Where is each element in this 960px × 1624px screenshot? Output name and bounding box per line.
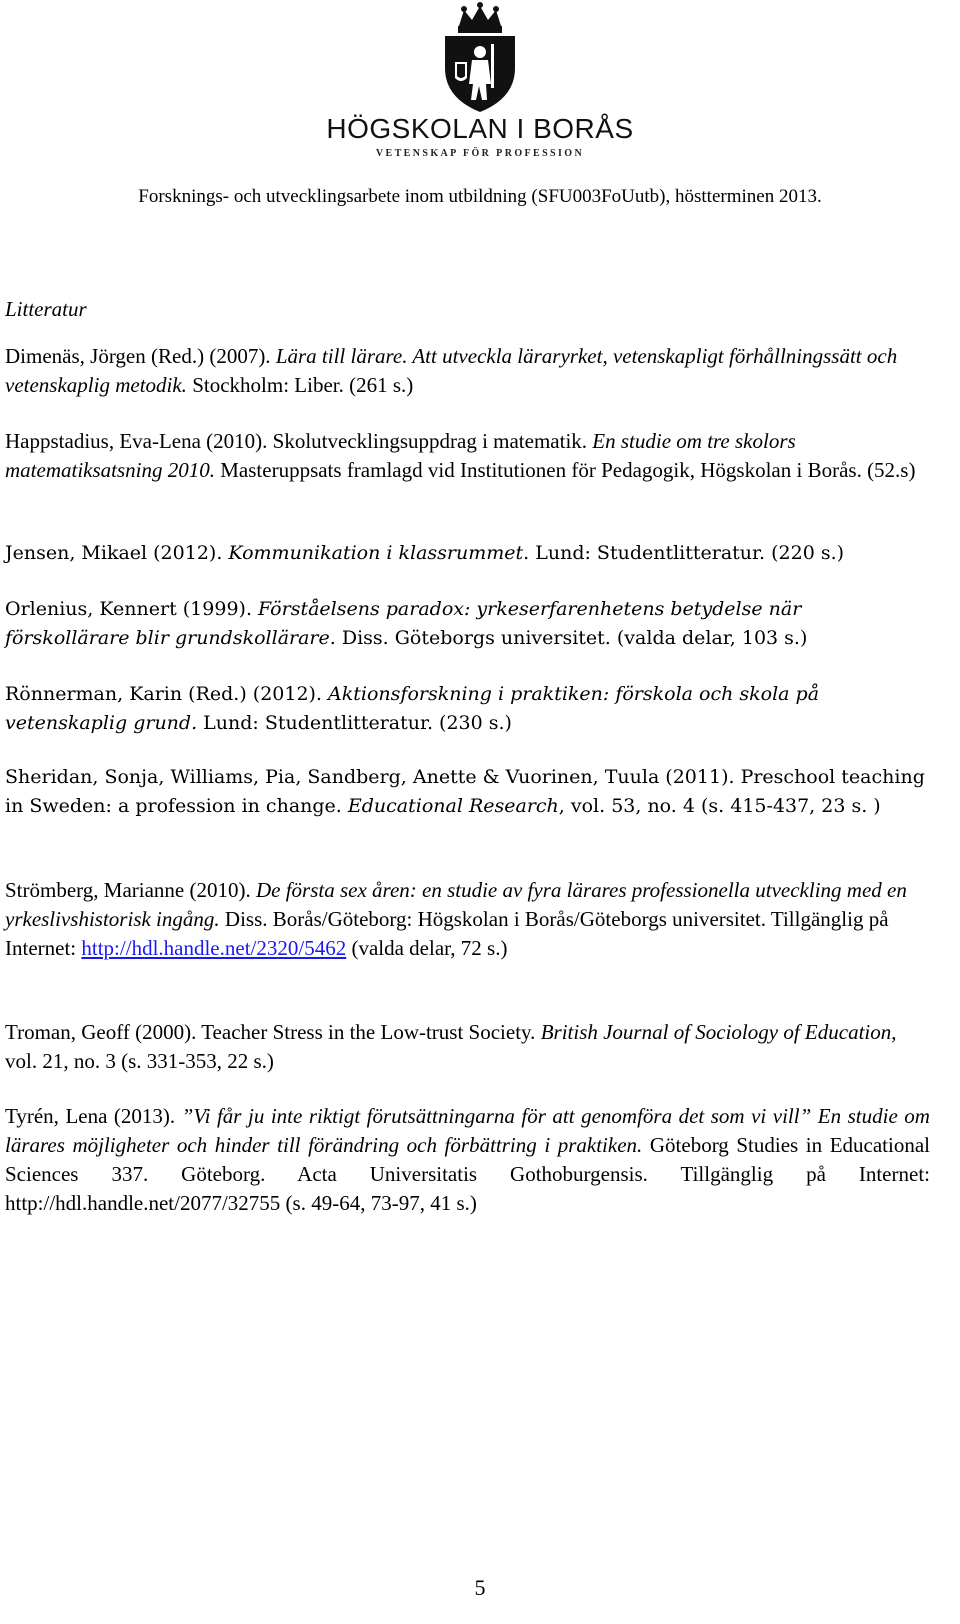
university-logo <box>0 0 960 165</box>
reference-item: Tyrén, Lena (2013). ”Vi får ju inte riktigt förutsättningarna för att genomföra det som vi vill” En studie om lärares möjligheter och hinder till förändring och förbättring i praktiken. Göteborg Studies in Educational Sciences 337. Göteborg. Acta Universitatis Gothoburgensis. Tillgänglig på Internet: http://hdl.handle.net/2077/32755 (s. 49-64, 73-97, 41 s.) <box>5 1104 931 1215</box>
institution-tagline: VETENSKAP FÖR PROFESSION <box>375 148 585 159</box>
reference-link[interactable]: http://hdl.handle.net/2320/5462 <box>81 936 347 960</box>
reference-item: Troman, Geoff (2000). Teacher Stress in the Low-trust Society. British Journal of Sociology of Education, vol. 21, no. 3 (s. 331-353, 22 s.) <box>5 1020 897 1073</box>
reference-item: Jensen, Mikael (2012). Kommunikation i klassrummet. Lund: Studentlitteratur. (220 s.) <box>5 542 845 564</box>
institution-name: HÖGSKOLAN I BORÅS <box>326 113 634 144</box>
reference-item: Sheridan, Sonja, Williams, Pia, Sandberg, Anette & Vuorinen, Tuula (2011). Preschool teaching in Sweden: a profession in change. Educational Research, vol. 53, no. 4 (s. 415-437, 23 s. ) <box>5 766 925 817</box>
reference-item: Happstadius, Eva-Lena (2010). Skolutvecklingsuppdrag i matematik. En studie om tre skolors matematiksatsning 2010. Masteruppsats framlagd vid Institutionen för Pedagogik, Högskolan i Borås. (52.s) <box>5 429 916 482</box>
course-title: Forsknings- och utvecklingsarbete inom utbildning (SFU003FoUutb), höstterminen 2013. <box>138 186 822 207</box>
section-heading: Litteratur <box>5 297 87 321</box>
reference-item: Orlenius, Kennert (1999). Förståelsens paradox: yrkeserfarenhetens betydelse när förskollärare blir grundskollärare. Diss. Göteborgs universitet. (valda delar, 103 s.) <box>5 598 808 649</box>
page-number: 5 <box>474 1575 486 1600</box>
reference-item: Dimenäs, Jörgen (Red.) (2007). Lära till lärare. Att utveckla läraryrket, vetenskapligt förhållningssätt och vetenskaplig metodik. Stockholm: Liber. (261 s.) <box>5 344 898 397</box>
reference-item: Strömberg, Marianne (2010). De första sex åren: en studie av fyra lärares professionella utveckling med en yrkeslivshistorisk ingång. Diss. Borås/Göteborg: Högskolan i Borås/Göteborgs universitet. Tillgänglig på Internet: http://hdl.handle.net/2320/5462 (valda delar, 72 s.) <box>5 878 907 960</box>
reference-item: Rönnerman, Karin (Red.) (2012). Aktionsforskning i praktiken: förskola och skola på vetenskaplig grund. Lund: Studentlitteratur. (230 s.) <box>5 683 820 734</box>
crest-icon <box>431 2 529 114</box>
